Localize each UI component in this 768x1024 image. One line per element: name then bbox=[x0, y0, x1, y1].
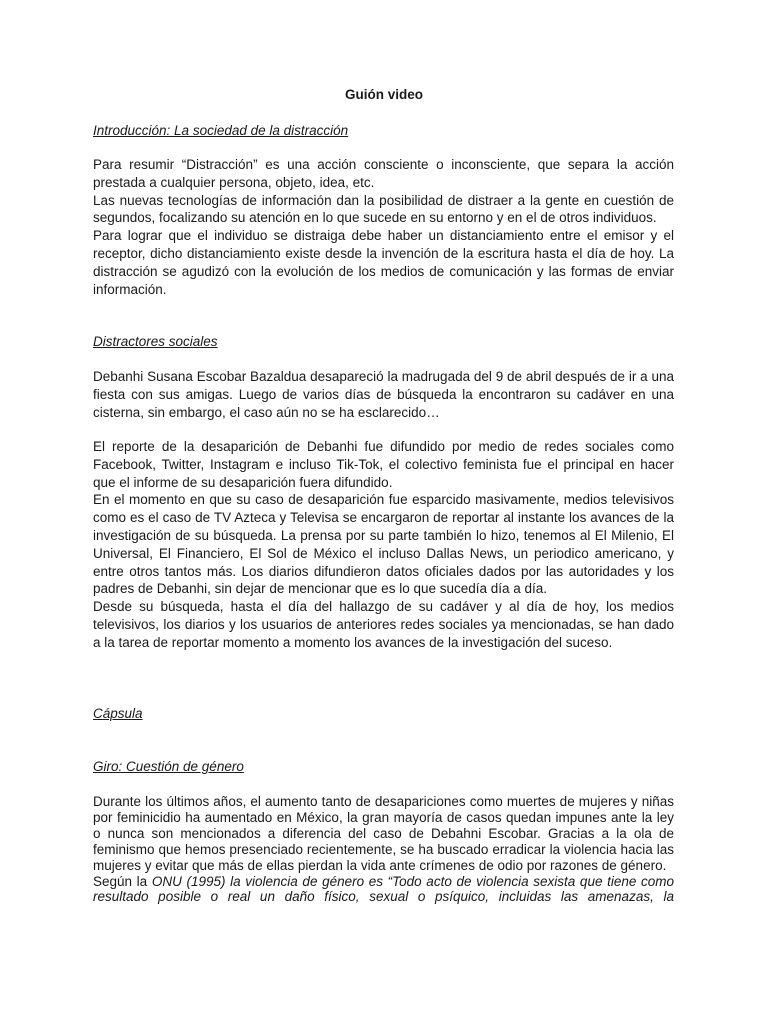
intro-paragraph: Para resumir “Distracción” es una acción consciente o inconsciente, que separa la acción prestada a cualquier persona, objeto, idea, etc. bbox=[93, 157, 674, 190]
giro-paragraph-onu bbox=[93, 874, 674, 906]
intro-paragraph: Para lograr que el individuo se distraiga debe haber un distanciamiento entre el emisor y el receptor, dicho distanciamiento existe desde la invención de la escritura hasta el día de hoy. La distracción se agudizó con la evolución de los medios de comunicación y las formas de enviar información. bbox=[93, 228, 674, 297]
intro-body bbox=[93, 156, 674, 298]
giro-onu-quote: ONU (1995) la violencia de género es “Todo acto de violencia sexista que tiene como resultado posible o real un daño físico, sexual o psíquico, incluidas las amenazas, la bbox=[93, 873, 675, 905]
social-intro bbox=[93, 368, 674, 421]
social-paragraph: El reporte de la desaparición de Debanhi fue difundido por medio de redes sociales como Facebook, Twitter, Instagram e incluso Tik-Tok, el colectivo feminista fue el principal en hacer que el informe de su desaparición fuera difundido. bbox=[93, 439, 674, 490]
heading-giro: Giro: Cuestión de género bbox=[93, 759, 244, 774]
social-paragraph: Desde su búsqueda, hasta el día del hallazgo de su cadáver y al día de hoy, los medios televisivos, los diarios y los usuarios de anteriores redes sociales ya mencionadas, se han dado a la tarea de reportar momento a momento los avances de la investigación del suceso. bbox=[93, 599, 674, 650]
heading-introduccion: Introducción: La sociedad de la distracción bbox=[93, 123, 349, 138]
social-body bbox=[93, 438, 674, 652]
giro-paragraph: Durante los últimos años, el aumento tanto de desapariciones como muertes de mujeres y niñas por feminicidio ha aumentado en México, la gran mayoría de casos quedan impunes ante la ley o nunca son mencionados a diferencia del caso de Debahni Escobar. Gracias a la ola de feminismo que hemos presenciado recientemente, se ha buscado erradicar la violencia hacia las mujeres y evitar que más de ellas pierdan la vida ante crímenes de odio por razones de género. bbox=[93, 794, 674, 873]
document-title: Guión video bbox=[344, 87, 423, 102]
heading-capsula: Cápsula bbox=[93, 706, 143, 721]
social-paragraph: En el momento en que su caso de desaparición fue esparcido masivamente, medios televisivos como es el caso de TV Azteca y Televisa se encargaron de reportar al instante los avances de la investigación de su búsqueda. La prensa por su parte también lo hizo, tenemos al El Milenio, El Universal, El Financiero, El Sol de México el incluso Dallas News, un periodico americano, y entre otros tantos más. Los diarios difundieron datos oficiales dados por las autoridades y los padres de Debanhi, sin dejar de mencionar que es lo que sucedía día a día. bbox=[93, 492, 674, 597]
social-paragraph: Debanhi Susana Escobar Bazaldua desapareció la madrugada del 9 de abril después de ir a una fiesta con sus amigas. Luego de varios días de búsqueda la encontraron su cadáver en una cisterna, sin embargo, el caso aún no se ha esclarecido… bbox=[93, 369, 674, 420]
intro-paragraph: Las nuevas tecnologías de información dan la posibilidad de distraer a la gente en cuestión de segundos, focalizando su atención en lo que sucede en su entorno y en el de otros individuos. bbox=[93, 192, 674, 226]
heading-distractores-sociales: Distractores sociales bbox=[93, 334, 218, 349]
giro-body bbox=[93, 794, 674, 905]
giro-onu-prefix: Según la bbox=[93, 873, 152, 889]
